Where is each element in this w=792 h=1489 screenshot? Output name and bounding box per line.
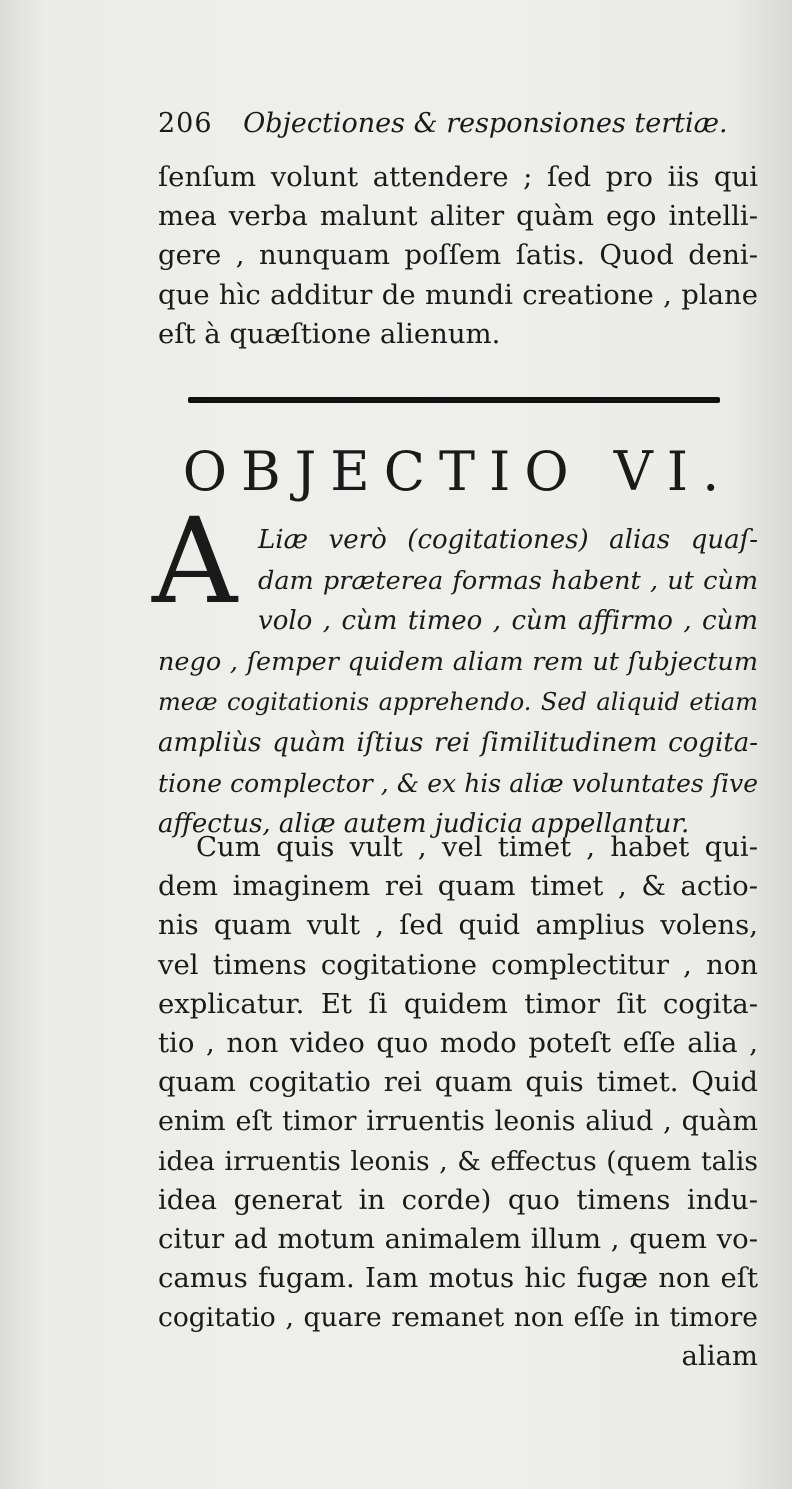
text-line: dem imaginem rei quam timet , & actio- — [158, 870, 758, 903]
text-line: meæ cogitationis apprehendo. Sed aliquid etiam — [158, 688, 758, 717]
section-divider — [188, 397, 720, 403]
text-line: ſenſum volunt attendere ; ſed pro iis qui — [158, 161, 758, 193]
text-line: mea verba malunt aliter quàm ego intelli- — [158, 200, 758, 233]
text-line: idea generat in corde) quo timens indu- — [158, 1183, 758, 1216]
text-line: dam præterea formas habent , ut cùm — [258, 565, 758, 596]
text-line: Cum quis vult , vel timet , habet qui- — [196, 831, 758, 863]
objection-text — [158, 520, 758, 845]
page-number: 206 — [158, 108, 213, 139]
text-line: cogitatio , quare remanet non eſſe in timore — [158, 1302, 758, 1334]
text-line: affectus, aliæ autem judicia appellantur. — [158, 809, 690, 840]
text-line: explicatur. Et ſi quidem timor ſit cogita- — [158, 987, 758, 1020]
running-header — [158, 108, 758, 148]
catchword: aliam — [681, 1340, 758, 1373]
text-line: que hìc additur de mundi creatione , plane — [158, 278, 758, 311]
text-line: enim eſt timor irruentis leonis aliud , quàm — [158, 1106, 758, 1138]
previous-section-text — [158, 158, 758, 354]
text-line: ampliùs quàm iſtius rei ſimilitudinem cogita- — [158, 727, 758, 758]
text-line: quam cogitatio rei quam quis timet. Quid — [158, 1066, 758, 1099]
text-line: Liæ verò (cogitationes) alias quaſ- — [258, 525, 758, 555]
text-line: gere , nunquam poſſem ſatis. Quod deni- — [158, 239, 758, 272]
text-line: eſt à quæſtione alienum. — [158, 317, 501, 350]
text-line: idea irruentis leonis , & effectus (quem talis — [158, 1145, 758, 1177]
text-line: vel timens cogitatione complectitur , non — [158, 948, 758, 981]
text-line: nis quam vult , ſed quid amplius volens, — [158, 909, 758, 942]
running-title: Objectiones & responsiones tertiæ. — [243, 108, 728, 139]
text-line: camus fugam. Iam motus hic fugæ non eſt — [158, 1262, 758, 1295]
response-text — [158, 828, 758, 1377]
text-line: tio , non video quo modo poteſt eſſe alia , — [158, 1026, 758, 1059]
text-line: volo , cùm timeo , cùm affirmo , cùm — [258, 606, 758, 637]
text-line: tione complector , & ex his aliæ voluntates ſive — [158, 768, 758, 798]
drop-cap: A — [152, 492, 238, 630]
text-line: citur ad motum animalem illum , quem vo- — [158, 1222, 758, 1255]
section-heading: OBJECTIO VI. — [182, 440, 734, 503]
text-line: nego , ſemper quidem aliam rem ut ſubjectum — [158, 646, 758, 677]
